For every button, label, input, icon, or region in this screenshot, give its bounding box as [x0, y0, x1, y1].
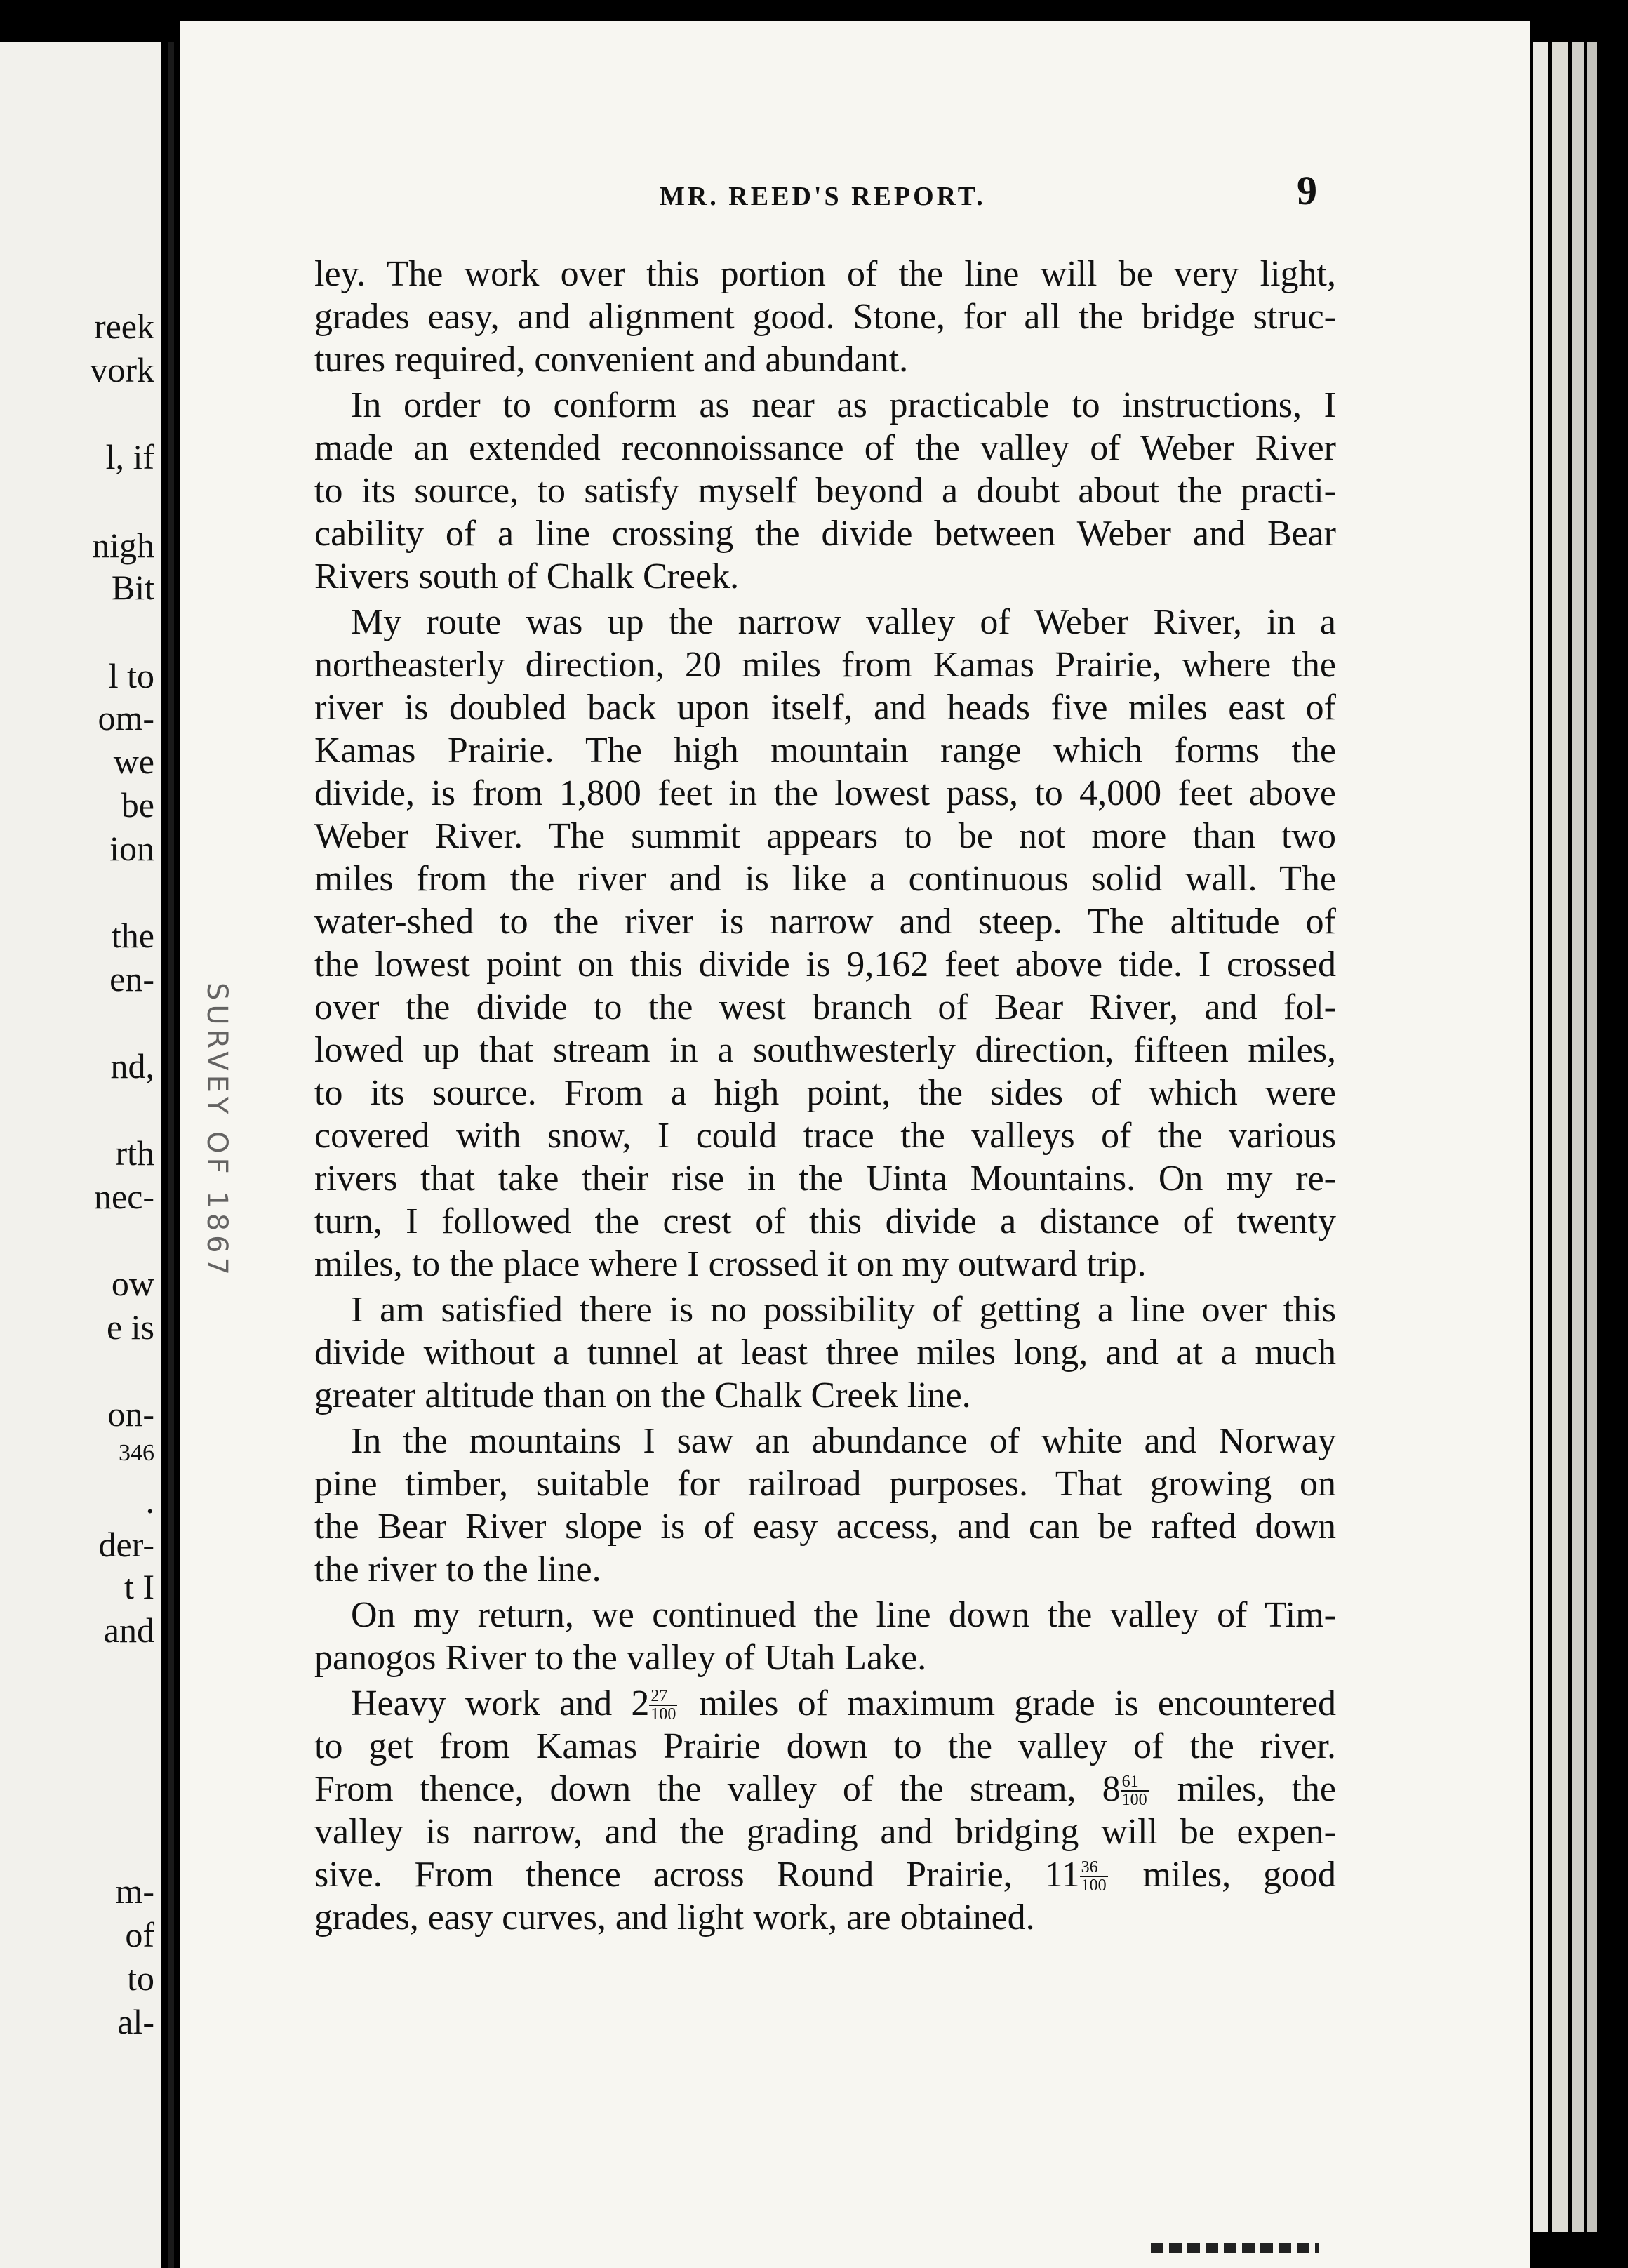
left-fragment: reek [93, 307, 154, 346]
left-fragment: l, if [105, 437, 154, 476]
fraction: $\frac{27}{100}$ [650, 1687, 676, 1723]
bottom-edge-mark [1151, 2243, 1319, 2253]
text-line: pine timber, suitable for railroad purposes. That growing on [314, 1464, 1336, 1504]
left-fragment: t I [124, 1567, 154, 1606]
page-edge [1587, 42, 1597, 2232]
paragraph [314, 1594, 1336, 1679]
left-fragment: nd, [110, 1046, 154, 1086]
text-line: sive. From thence across Round Prairie, 11 $\frac{36}{100}$ miles, good [314, 1855, 1336, 1895]
text-line: Rivers south of Chalk Creek. [314, 556, 740, 596]
left-fragment: the [111, 916, 154, 955]
body-text [314, 253, 1336, 1939]
page-edge [1552, 42, 1568, 2232]
left-fragment: 346 [119, 1440, 154, 1466]
text-line: to its source, to satisfy myself beyond a doubt about the practi- [314, 471, 1336, 511]
left-fragment: m- [115, 1872, 154, 1911]
text-line: tures required, convenient and abundant. [314, 340, 909, 380]
text-line: valley is narrow, and the grading and bridging will be expen- [314, 1812, 1336, 1852]
text-line: river is doubled back upon itself, and heads five miles east of [314, 688, 1336, 728]
text-line: turn, I followed the crest of this divide a distance of twenty [314, 1201, 1336, 1241]
left-fragment: der- [98, 1525, 154, 1564]
text-line: cability of a line crossing the divide between Weber and Bear [314, 514, 1336, 554]
text-line: made an extended reconnoissance of the valley of Weber River [314, 428, 1336, 468]
text-line: My route was up the narrow valley of Weber River, in a [351, 602, 1336, 642]
text-line: miles from the river and is like a continuous solid wall. The [314, 859, 1336, 899]
page-edge [1533, 42, 1548, 2232]
left-fragment: nigh [92, 526, 154, 565]
left-fragment: and [103, 1610, 154, 1650]
left-fragment: to [127, 1959, 154, 1998]
running-head: MR. REED'S REPORT. [660, 182, 986, 211]
left-fragment: al- [117, 2002, 154, 2041]
fraction: $\frac{61}{100}$ [1121, 1773, 1147, 1809]
fraction: $\frac{36}{100}$ [1081, 1858, 1107, 1895]
text-line: rivers that take their rise in the Uinta Mountains. On my re- [314, 1159, 1336, 1199]
page-number: 9 [1297, 168, 1317, 213]
left-fragment: rth [115, 1133, 154, 1173]
text-line: In the mountains I saw an abundance of white and Norway [351, 1421, 1336, 1461]
left-fragment: om- [98, 698, 154, 738]
text-line: grades, easy curves, and light work, are obtained. [314, 1897, 1035, 1937]
text-line: panogos River to the valley of Utah Lake. [314, 1638, 927, 1678]
library-stamp: SURVEY OF 1867 [201, 982, 233, 1280]
text-line: miles, to the place where I crossed it on my outward trip. [314, 1244, 1147, 1284]
text-line: divide without a tunnel at least three miles long, and at a much [314, 1333, 1336, 1373]
text-line: the lowest point on this divide is 9,162 feet above tide. I crossed [314, 945, 1336, 985]
text-line: greater altitude than on the Chalk Creek line. [314, 1375, 971, 1415]
text-line: Weber River. The summit appears to be not more than two [314, 816, 1336, 856]
binding-gutter [168, 42, 174, 2268]
left-fragment: vork [90, 350, 154, 389]
text-line: the river to the line. [314, 1549, 601, 1589]
left-fragment: we [113, 742, 154, 781]
left-fragment: on- [107, 1394, 154, 1434]
left-fragment: en- [109, 959, 154, 999]
facing-page-fragment [0, 42, 161, 2268]
left-fragment: ow [111, 1264, 154, 1303]
text-line: to its source. From a high point, the sides of which were [314, 1073, 1336, 1113]
left-fragment: nec- [93, 1177, 154, 1216]
text-line: In order to conform as near as practicable to instructions, I [351, 385, 1336, 425]
left-fragment: be [121, 785, 154, 825]
text-line: northeasterly direction, 20 miles from Kamas Prairie, where the [314, 645, 1336, 685]
paragraph [314, 253, 1336, 381]
text-line: ley. The work over this portion of the line will be very light, [314, 254, 1336, 294]
left-fragment: Bit [111, 568, 154, 607]
left-fragment: ion [109, 829, 154, 868]
paragraph [314, 601, 1336, 1286]
page-edge [1572, 42, 1584, 2232]
text-line: lowed up that stream in a southwesterly direction, fifteen miles, [314, 1030, 1336, 1070]
text-line: Kamas Prairie. The high mountain range which forms the [314, 731, 1336, 771]
text-line: Heavy work and 2 $\frac{27}{100}$ miles of maximum grade is encountered [351, 1683, 1336, 1723]
paragraph [314, 1288, 1336, 1417]
paragraph [314, 1420, 1336, 1591]
left-fragment: of [125, 1915, 154, 1954]
text-line: From thence, down the valley of the stream, 8 $\frac{61}{100}$ miles, the [314, 1769, 1336, 1809]
text-line: grades easy, and alignment good. Stone, for all the bridge struc- [314, 297, 1336, 337]
left-fragment: . [145, 1481, 154, 1521]
text-line: water-shed to the river is narrow and steep. The altitude of [314, 902, 1336, 942]
text-line: divide, is from 1,800 feet in the lowest pass, to 4,000 feet above [314, 773, 1336, 813]
text-line: the Bear River slope is of easy access, and can be rafted down [314, 1507, 1336, 1547]
paragraph [314, 384, 1336, 598]
text-line: covered with snow, I could trace the valleys of the various [314, 1116, 1336, 1156]
paragraph [314, 1682, 1336, 1939]
text-line: to get from Kamas Prairie down to the valley of the river. [314, 1726, 1336, 1766]
left-fragment: l to [108, 656, 154, 695]
text-line: over the divide to the west branch of Bear River, and fol- [314, 987, 1336, 1027]
text-line: On my return, we continued the line down the valley of Tim- [351, 1595, 1336, 1635]
left-fragment: e is [106, 1307, 154, 1347]
text-line: I am satisfied there is no possibility of getting a line over this [351, 1290, 1336, 1330]
